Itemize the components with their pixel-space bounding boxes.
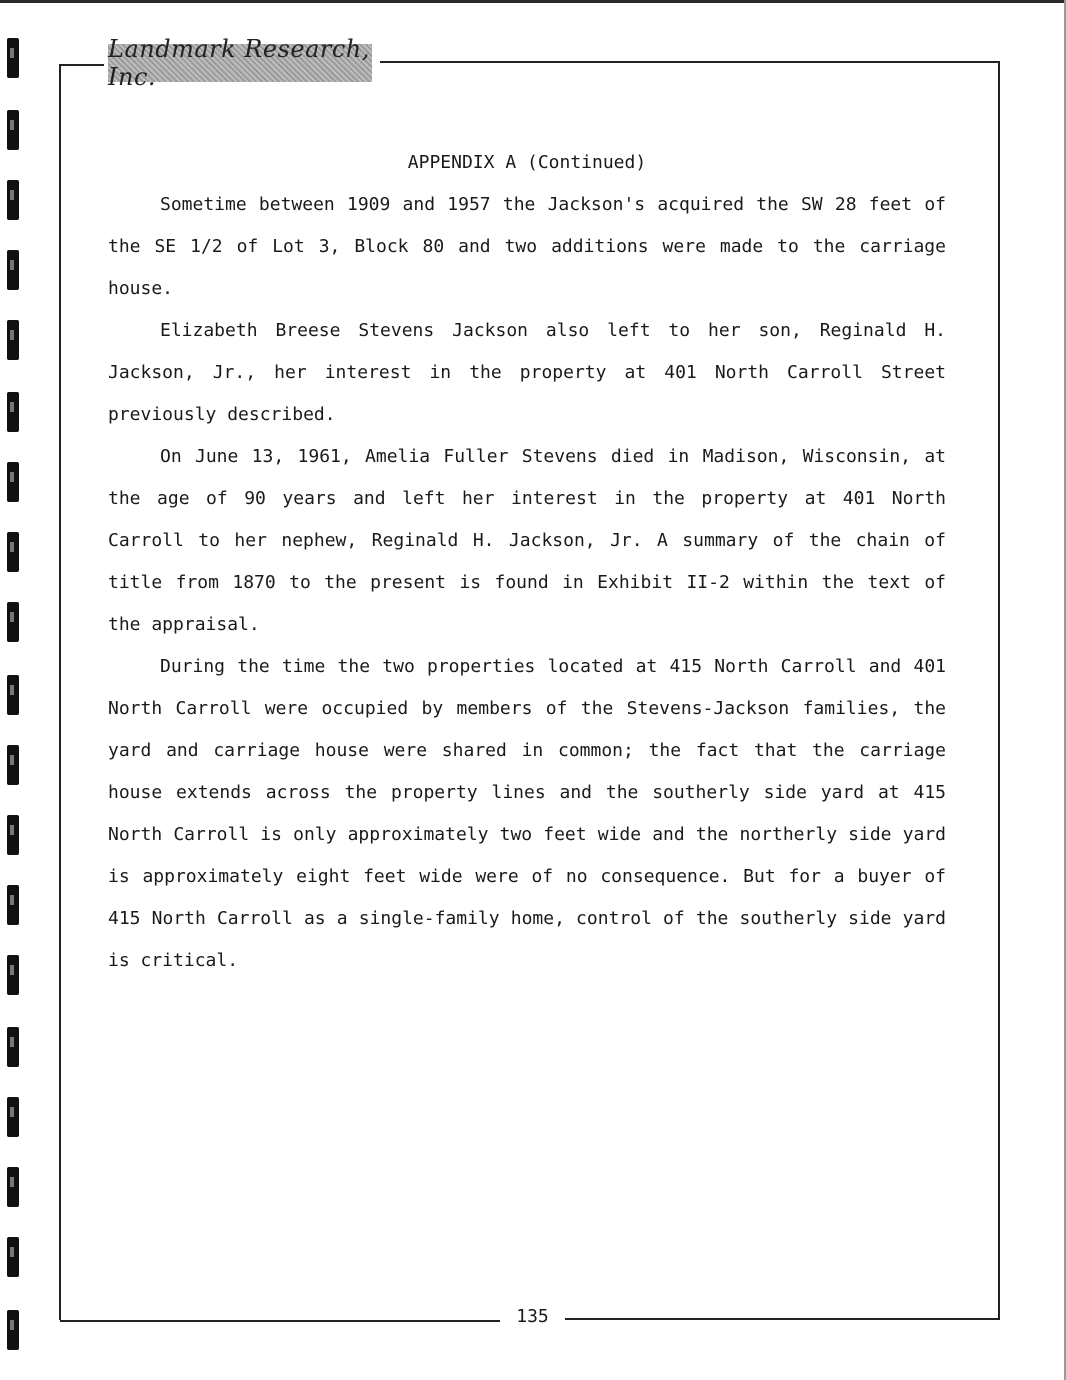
- binding-holes: [7, 0, 21, 1380]
- frame-border: [998, 61, 1000, 1320]
- binding-hole: [7, 462, 19, 502]
- logo-text: Landmark Research, Inc.: [108, 35, 370, 91]
- paragraph: Sometime between 1909 and 1957 the Jackson's acquired the SW 28 feet of the SE 1/2 of Lot 3, Block 80 and two additions were made to the carriage house.: [108, 194, 946, 299]
- frame-border: [565, 1318, 1000, 1320]
- binding-hole: [7, 532, 19, 572]
- binding-hole: [7, 675, 19, 715]
- binding-hole: [7, 250, 19, 290]
- page-title: APPENDIX A (Continued): [407, 152, 647, 173]
- binding-hole: [7, 1310, 19, 1350]
- binding-hole: [7, 320, 19, 360]
- binding-hole: [7, 1237, 19, 1277]
- document-body: [108, 184, 946, 982]
- frame-border: [60, 1320, 500, 1322]
- binding-hole: [7, 1097, 19, 1137]
- binding-hole: [7, 392, 19, 432]
- company-logo: [108, 35, 372, 91]
- frame-border: [59, 64, 61, 1320]
- frame-border: [380, 61, 1000, 63]
- binding-hole: [7, 110, 19, 150]
- binding-hole: [7, 815, 19, 855]
- page-edge: [0, 0, 1066, 3]
- page-number: 135: [516, 1306, 549, 1327]
- paragraph: On June 13, 1961, Amelia Fuller Stevens died in Madison, Wisconsin, at the age of 90 years and left her interest in the property at 401 North Carroll to her nephew, Reginald H. Jackson, Jr. A summary of the chain of title from 1870 to the present is found in Exhibit II-2 within the text of the appraisal.: [108, 446, 946, 635]
- binding-hole: [7, 180, 19, 220]
- binding-hole: [7, 1167, 19, 1207]
- paragraph: During the time the two properties located at 415 North Carroll and 401 North Carroll were occupied by members of the Stevens-Jackson families, the yard and carriage house were shared in common; the fact that the carriage house extends across the property lines and the southerly side yard at 415 North Carroll is only approximately two feet wide and the northerly side yard is approximately eight feet wide were of no consequence. But for a buyer of 415 North Carroll as a single-family home, control of the southerly side yard is critical.: [108, 656, 946, 971]
- binding-hole: [7, 745, 19, 785]
- frame-border: [60, 64, 104, 66]
- binding-hole: [7, 602, 19, 642]
- binding-hole: [7, 1027, 19, 1067]
- binding-hole: [7, 885, 19, 925]
- binding-hole: [7, 38, 19, 78]
- binding-hole: [7, 955, 19, 995]
- paragraph: Elizabeth Breese Stevens Jackson also left to her son, Reginald H. Jackson, Jr., her interest in the property at 401 North Carroll Street previously described.: [108, 320, 946, 425]
